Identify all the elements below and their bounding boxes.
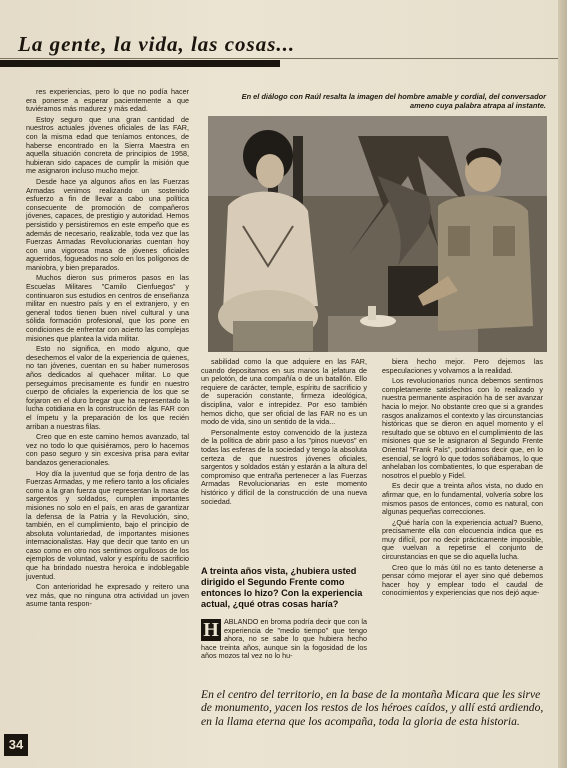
right-column [382,358,543,680]
paragraph: ¿Qué haría con la experiencia actual? Bueno, precisamente ella con elocuencia indica que es muy difícil, por no decir prácticamente imposible, que vuelvan a repetirse el conjunto de circunstancias en que se dio aquella lucha. [382,517,543,562]
pull-quote: En el centro del territorio, en la base de la montaña Micara que les sirve de monumento, yacen los restos de los héroes caídos, y allí está ardiendo, en la llama eterna que los acompaña, toda la gloria de esta historia. [201,688,544,728]
paragraph: Hoy día la juventud que se forja dentro de las Fuerzas Armadas, y me refiero tanto a los oficiales como a la gran fuerza que representan la masa de sargentos y soldados, cumplen importantes misiones no solo en el país, en aras de garantizar la defensa de la Patria y la Revolución, sino, también, en el cumplimiento, bajo el principio de absoluta voluntariedad, de importantes misiones internacionalistas. Hay que decir que tanto en un caso como en otro nos sentimos orgullosos de los ejemplos de voluntad, valor y espíritu de sacrificio que ha brindado nuestra heroica e indoblegable juventud. [26,468,189,581]
paragraph: Creo que lo más útil no es tanto detenerse a pensar cómo mejorar el ayer sino qué debemos hacer hoy y emplear todo el caudal de conocimientos y experiencias que nos dejó aque- [382,562,543,598]
paragraph: Muchos dieron sus primeros pasos en las Escuelas Militares "Camilo Cienfuegos" y continuaron sus estudios en centros de enseñanza militar en nuestro país y en el extranjero, y en general todos tienen buen nivel cultural y una sólida formación profesional, que los pone en condiciones de enfrentar con acierto las complejas misiones que plantea la vida militar. [26,273,189,343]
paragraph: biera hecho mejor. Pero dejemos las especulaciones y volvamos a la realidad. [382,358,543,375]
header-bar [0,60,280,67]
left-column [26,88,189,748]
paragraph: Esto no significa, en modo alguno, que desechemos el valor de la experiencia de quienes, no tan jóvenes, cuentan en su haber numerosos años dedicados al quehacer militar. Lo que perseguimos precisamente es fundir en nuestro cuerpo de oficiales la experiencia de los que se forjaron en el duro bregar que ha representado la lucha cotidiana en la construcción de las FAR con el ímpetu y la preparación de los que recién arriban a nuestras filas. [26,344,189,431]
answer-text: ABLANDO en broma podría decir que con la experiencia de "medio tiempo" que tengo ahora, no se sabe lo que hubiera hecho hace treinta años, aunque sin la fogosidad de los años mozos tal vez no lo hu- [201,618,367,661]
paragraph: Con anterioridad he expresado y reitero una vez más, que no ninguna otra actividad un joven asume tanta respon- [26,582,189,609]
paragraph: Desde hace ya algunos años en las Fuerzas Armadas venimos realizando un sostenido esfuerzo a fin de llevar a cabo una política consecuente de promoción de compañeros jóvenes, capaces, de prestigio y autoridad. Hemos persistido y persistiremos en este empeño que es además de necesario, realizable, toda vez que las Fuerzas Armadas Revolucionarias cuentan hoy con una vigorosa masa de jóvenes oficiales aguerridos, fogueados no solo en los polígonos de maniobra, y bien preparados. [26,176,189,272]
paragraph: sabilidad como la que adquiere en las FAR, cuando depositamos en sus manos la jefatura de un pelotón, de una compañía o de un batallón. Ello requiere de carácter, temple, espíritu de sacrificio y de superación constante, firmeza ideológica, disciplina, valor e intrepidez. Por eso también hemos dicho, que ser oficial de las FAR no es un modo de vida, sino un sentido de la vida... [201,358,367,427]
paragraph: Estoy seguro que una gran cantidad de nuestros actuales jóvenes oficiales de las FAR, con la misma edad que teníamos entonces, de haberse encontrado en la Sierra Maestra en aquella situación concreta de principios de 1958, hubieran sido capaces de cumplir la misión que me asignaron incluso mucho mejor. [26,114,189,176]
interview-question: A treinta años vista, ¿hubiera usted dirigido el Segundo Frente como entonces lo hizo? Con la experiencia actual, ¿qué otras cosas haría? [201,566,363,609]
page-number: 34 [4,734,28,756]
paragraph: Los revolucionarios nunca debemos sentirnos completamente satisfechos con lo realizado y nuestra permanente aspiración ha de ser avanzar hacia lo mejor. No obstante creo que si a grandes rasgos analizamos el contexto y las circunstancias históricas que se dieron en aquel momento y el resultado que se obtuvo en el cumplimiento de las misiones que se le asignaron al Segundo Frente Oriental "Frank País", podríamos decir que, en lo esencial, se logró lo que todos soñábamos, lo que anhelaban los combatientes, lo que esperaban de nosotros el pueblo y Fidel. [382,376,543,480]
drop-cap: H [201,619,221,641]
middle-column [201,358,367,560]
section-title: La gente, la vida, las cosas... [18,32,296,56]
paragraph: Es decir que a treinta años vista, no dudo en afirmar que, en lo fundamental, volvería sobre los mismos pasos de entonces, como es natural, con algunas pequeñas correcciones. [382,481,543,517]
paragraph: res experiencias, pero lo que no podía hacer era ponerse a esperar pacientemente a que tuviéramos más madurez y más edad. [26,88,189,114]
page-binding-edge [558,0,567,768]
header-rule [0,58,558,59]
photo-illustration [208,116,547,352]
paragraph: Personalmente estoy convencido de la justeza de la política de abrir paso a los "pinos nuevos" en todas las esferas de la sociedad y tengo la absoluta certeza de que nuestros jóvenes oficiales, sargentos y soldados están y estarán a la altura del compromiso que entraña pertenecer a las Fuerzas Armadas Revolucionarias en este momento histórico y difícil de la construcción de una nueva sociedad. [201,427,367,506]
paragraph: Creo que en este camino hemos avanzado, tal vez no todo lo que quisiéramos, pero lo hacemos con paso seguro y sin excesiva prisa para evitar bandazos generacionales. [26,432,189,467]
photo-caption: En el diálogo con Raúl resalta la imagen del hombre amable y cordial, del conversador ameno cuya palabra atrapa al instante. [241,92,546,110]
interview-answer [201,618,367,680]
interview-photo [208,116,547,352]
